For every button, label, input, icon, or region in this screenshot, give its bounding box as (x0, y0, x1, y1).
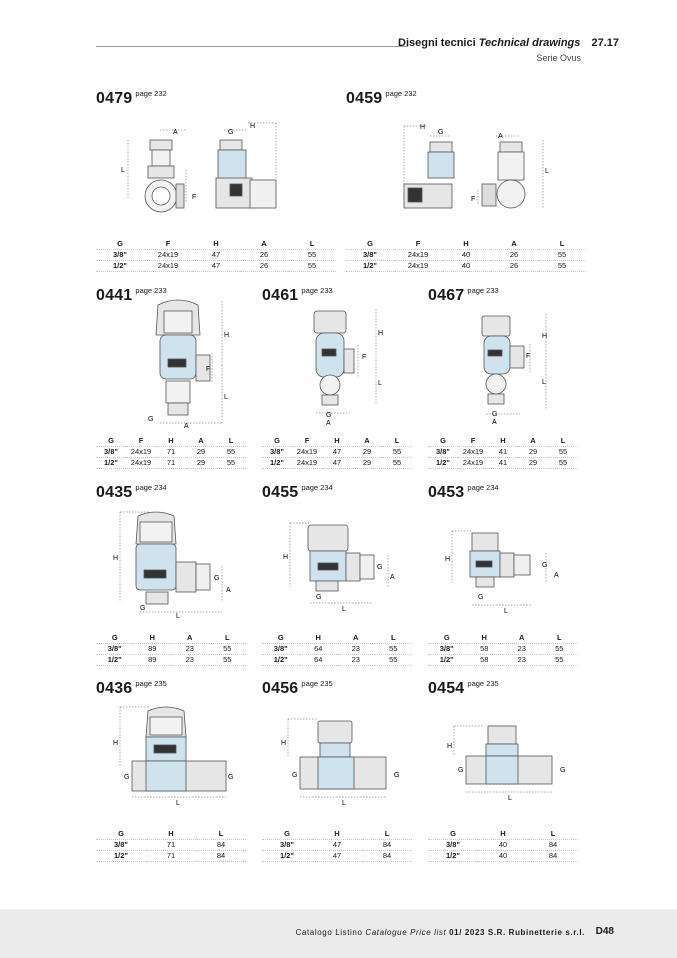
product-title-0479 (96, 90, 167, 108)
svg-text:G: G (214, 575, 220, 582)
product-code: 0436 (96, 680, 133, 697)
footer-catalog-line (296, 928, 585, 937)
product-title-0467 (428, 287, 499, 305)
dimension-table-0455: G H A L 3/8" 64 23 55 1/2" 64 23 55 (262, 632, 412, 666)
svg-text:G: G (140, 605, 146, 612)
valve-drawing-0455 (280, 515, 405, 615)
table-row: 3/8" 24x19 71 29 55 (96, 446, 246, 457)
table-row: 1/2" 47 84 (262, 850, 412, 861)
svg-text:A: A (498, 133, 503, 140)
svg-text:L: L (545, 168, 549, 175)
catalog-issue: 01/ 2023 (449, 928, 486, 937)
svg-text:G: G (292, 772, 298, 779)
dimension-table-0454: G H L 3/8" 40 84 1/2" 40 84 (428, 828, 578, 862)
svg-text:F: F (206, 366, 211, 373)
dimension-table-0436: G H L 3/8" 71 84 1/2" 71 84 (96, 828, 246, 862)
catalog-english: Catalogue Price list (365, 928, 447, 937)
table-row: 1/2" 24x19 40 26 55 (346, 260, 586, 271)
table-row: 1/2" 24x19 47 26 55 (96, 260, 336, 271)
svg-text:H: H (542, 333, 548, 340)
product-code: 0456 (262, 680, 299, 697)
svg-text:G: G (438, 129, 444, 136)
page-reference: page 233 (467, 286, 499, 295)
svg-text:G: G (228, 774, 234, 781)
svg-text:F: F (526, 353, 531, 360)
table-row: 3/8" 24x19 41 29 55 (428, 446, 578, 457)
table-row: 1/2" 24x19 41 29 55 (428, 457, 578, 468)
svg-text:G: G (316, 594, 322, 601)
svg-text:G: G (492, 411, 498, 418)
dimension-table-0456: G H L 3/8" 47 84 1/2" 47 84 (262, 828, 412, 862)
valve-drawing-0461 (300, 305, 390, 425)
svg-text:G: G (560, 767, 566, 774)
page-reference: page 234 (467, 483, 499, 492)
page-code: 27.17 (591, 37, 619, 49)
product-code: 0453 (428, 484, 465, 501)
svg-text:L: L (224, 394, 228, 401)
page-reference: page 232 (135, 89, 167, 98)
svg-text:L: L (542, 379, 546, 386)
svg-text:G: G (394, 772, 400, 779)
svg-text:H: H (113, 555, 119, 562)
table-row: 3/8" 24x19 47 29 55 (262, 446, 412, 457)
product-title-0454 (428, 680, 499, 698)
valve-drawing-0479 (118, 118, 288, 223)
svg-text:H: H (113, 740, 119, 747)
product-title-0456 (262, 680, 333, 698)
product-code: 0441 (96, 287, 133, 304)
table-row: 1/2" 89 23 55 (96, 654, 246, 665)
dimension-table-0441: G F H A L 3/8" 24x19 71 29 55 1/2" 24x19 71 29 55 (96, 435, 246, 469)
svg-text:L: L (176, 800, 180, 807)
product-code: 0454 (428, 680, 465, 697)
svg-text:A: A (226, 587, 231, 594)
table-row: 3/8" 58 23 55 (428, 643, 578, 654)
svg-text:A: A (326, 420, 331, 425)
header-title (398, 37, 619, 49)
svg-text:H: H (420, 124, 426, 131)
page-reference: page 235 (467, 679, 499, 688)
product-code: 0461 (262, 287, 299, 304)
svg-text:G: G (542, 562, 548, 569)
svg-text:H: H (445, 556, 451, 563)
page-reference: page 235 (135, 679, 167, 688)
table-row: 3/8" 47 84 (262, 839, 412, 850)
series-name: Serie Ovus (536, 53, 581, 63)
valve-drawing-0456 (278, 713, 408, 808)
catalog-italian: Catalogo Listino (295, 928, 363, 937)
svg-text:L: L (504, 608, 508, 615)
page-reference: page 233 (135, 286, 167, 295)
valve-drawing-0436 (110, 703, 240, 813)
page-reference: page 233 (301, 286, 333, 295)
dimension-table-0461: G F H A L 3/8" 24x19 47 29 55 1/2" 24x19 47 29 55 (262, 435, 412, 469)
svg-text:G: G (124, 774, 130, 781)
company-name: S.R. Rubinetterie s.r.l. (487, 928, 585, 937)
header-rule (96, 46, 408, 47)
valve-drawing-0453 (442, 525, 567, 620)
svg-text:G: G (377, 564, 383, 571)
page-reference: page 234 (135, 483, 167, 492)
table-row: 1/2" 40 84 (428, 850, 578, 861)
dimension-table-0479: G F H A L 3/8" 24x19 47 26 55 1/2" 24x19 47 26 55 (96, 238, 336, 272)
page-reference: page 235 (301, 679, 333, 688)
svg-text:A: A (492, 419, 497, 425)
product-code: 0459 (346, 90, 383, 107)
svg-text:H: H (447, 743, 453, 750)
dim-label-G: G (228, 129, 234, 136)
svg-text:L: L (342, 800, 346, 807)
valve-drawing-0459 (398, 118, 558, 223)
svg-text:A: A (184, 423, 189, 430)
dim-label-F: F (192, 194, 197, 201)
dimension-table-0435: G H A L 3/8" 89 23 55 1/2" 89 23 55 (96, 632, 246, 666)
svg-text:G: G (458, 767, 464, 774)
product-title-0436 (96, 680, 167, 698)
page-number: D48 (595, 926, 614, 937)
product-title-0453 (428, 484, 499, 502)
dimension-table-0467: G F H A L 3/8" 24x19 41 29 55 1/2" 24x19 41 29 55 (428, 435, 578, 469)
svg-text:H: H (378, 330, 384, 337)
table-row: 3/8" 71 84 (96, 839, 246, 850)
svg-text:L: L (508, 795, 512, 802)
table-row: 1/2" 64 23 55 (262, 654, 412, 665)
table-row: 1/2" 24x19 71 29 55 (96, 457, 246, 468)
product-title-0459 (346, 90, 417, 108)
product-code: 0479 (96, 90, 133, 107)
table-row: 1/2" 71 84 (96, 850, 246, 861)
dim-label-A: A (173, 129, 178, 136)
valve-drawing-0441 (140, 295, 240, 430)
page-reference: page 234 (301, 483, 333, 492)
product-title-0435 (96, 484, 167, 502)
title-italian: Disegni tecnici (398, 37, 476, 49)
dimension-table-0453: G H A L 3/8" 58 23 55 1/2" 58 23 55 (428, 632, 578, 666)
table-row: 3/8" 24x19 47 26 55 (96, 249, 336, 260)
svg-text:G: G (326, 412, 332, 419)
valve-drawing-0435 (110, 508, 240, 623)
svg-text:H: H (283, 554, 289, 561)
table-row: 3/8" 89 23 55 (96, 643, 246, 654)
dim-label-L: L (121, 167, 125, 174)
svg-text:A: A (554, 572, 559, 579)
product-code: 0455 (262, 484, 299, 501)
svg-text:H: H (281, 740, 287, 747)
dimension-table-0459: G F H A L 3/8" 24x19 40 26 55 1/2" 24x19 40 26 55 (346, 238, 586, 272)
svg-text:F: F (362, 354, 367, 361)
svg-text:F: F (471, 196, 476, 203)
svg-text:L: L (176, 613, 180, 620)
table-row: 3/8" 40 84 (428, 839, 578, 850)
product-title-0461 (262, 287, 333, 305)
product-code: 0435 (96, 484, 133, 501)
svg-text:A: A (390, 574, 395, 581)
valve-drawing-0467 (470, 310, 560, 425)
svg-text:G: G (478, 594, 484, 601)
svg-text:G: G (148, 416, 154, 423)
valve-drawing-0454 (444, 720, 574, 805)
svg-text:L: L (342, 606, 346, 613)
product-code: 0467 (428, 287, 465, 304)
title-english: Technical drawings (478, 37, 581, 49)
svg-text:H: H (224, 332, 230, 339)
table-row: 3/8" 24x19 40 26 55 (346, 249, 586, 260)
page-reference: page 232 (385, 89, 417, 98)
dim-label-H: H (250, 123, 256, 130)
table-row: 1/2" 24x19 47 29 55 (262, 457, 412, 468)
table-row: 3/8" 64 23 55 (262, 643, 412, 654)
product-title-0455 (262, 484, 333, 502)
table-row: 1/2" 58 23 55 (428, 654, 578, 665)
svg-text:L: L (378, 380, 382, 387)
